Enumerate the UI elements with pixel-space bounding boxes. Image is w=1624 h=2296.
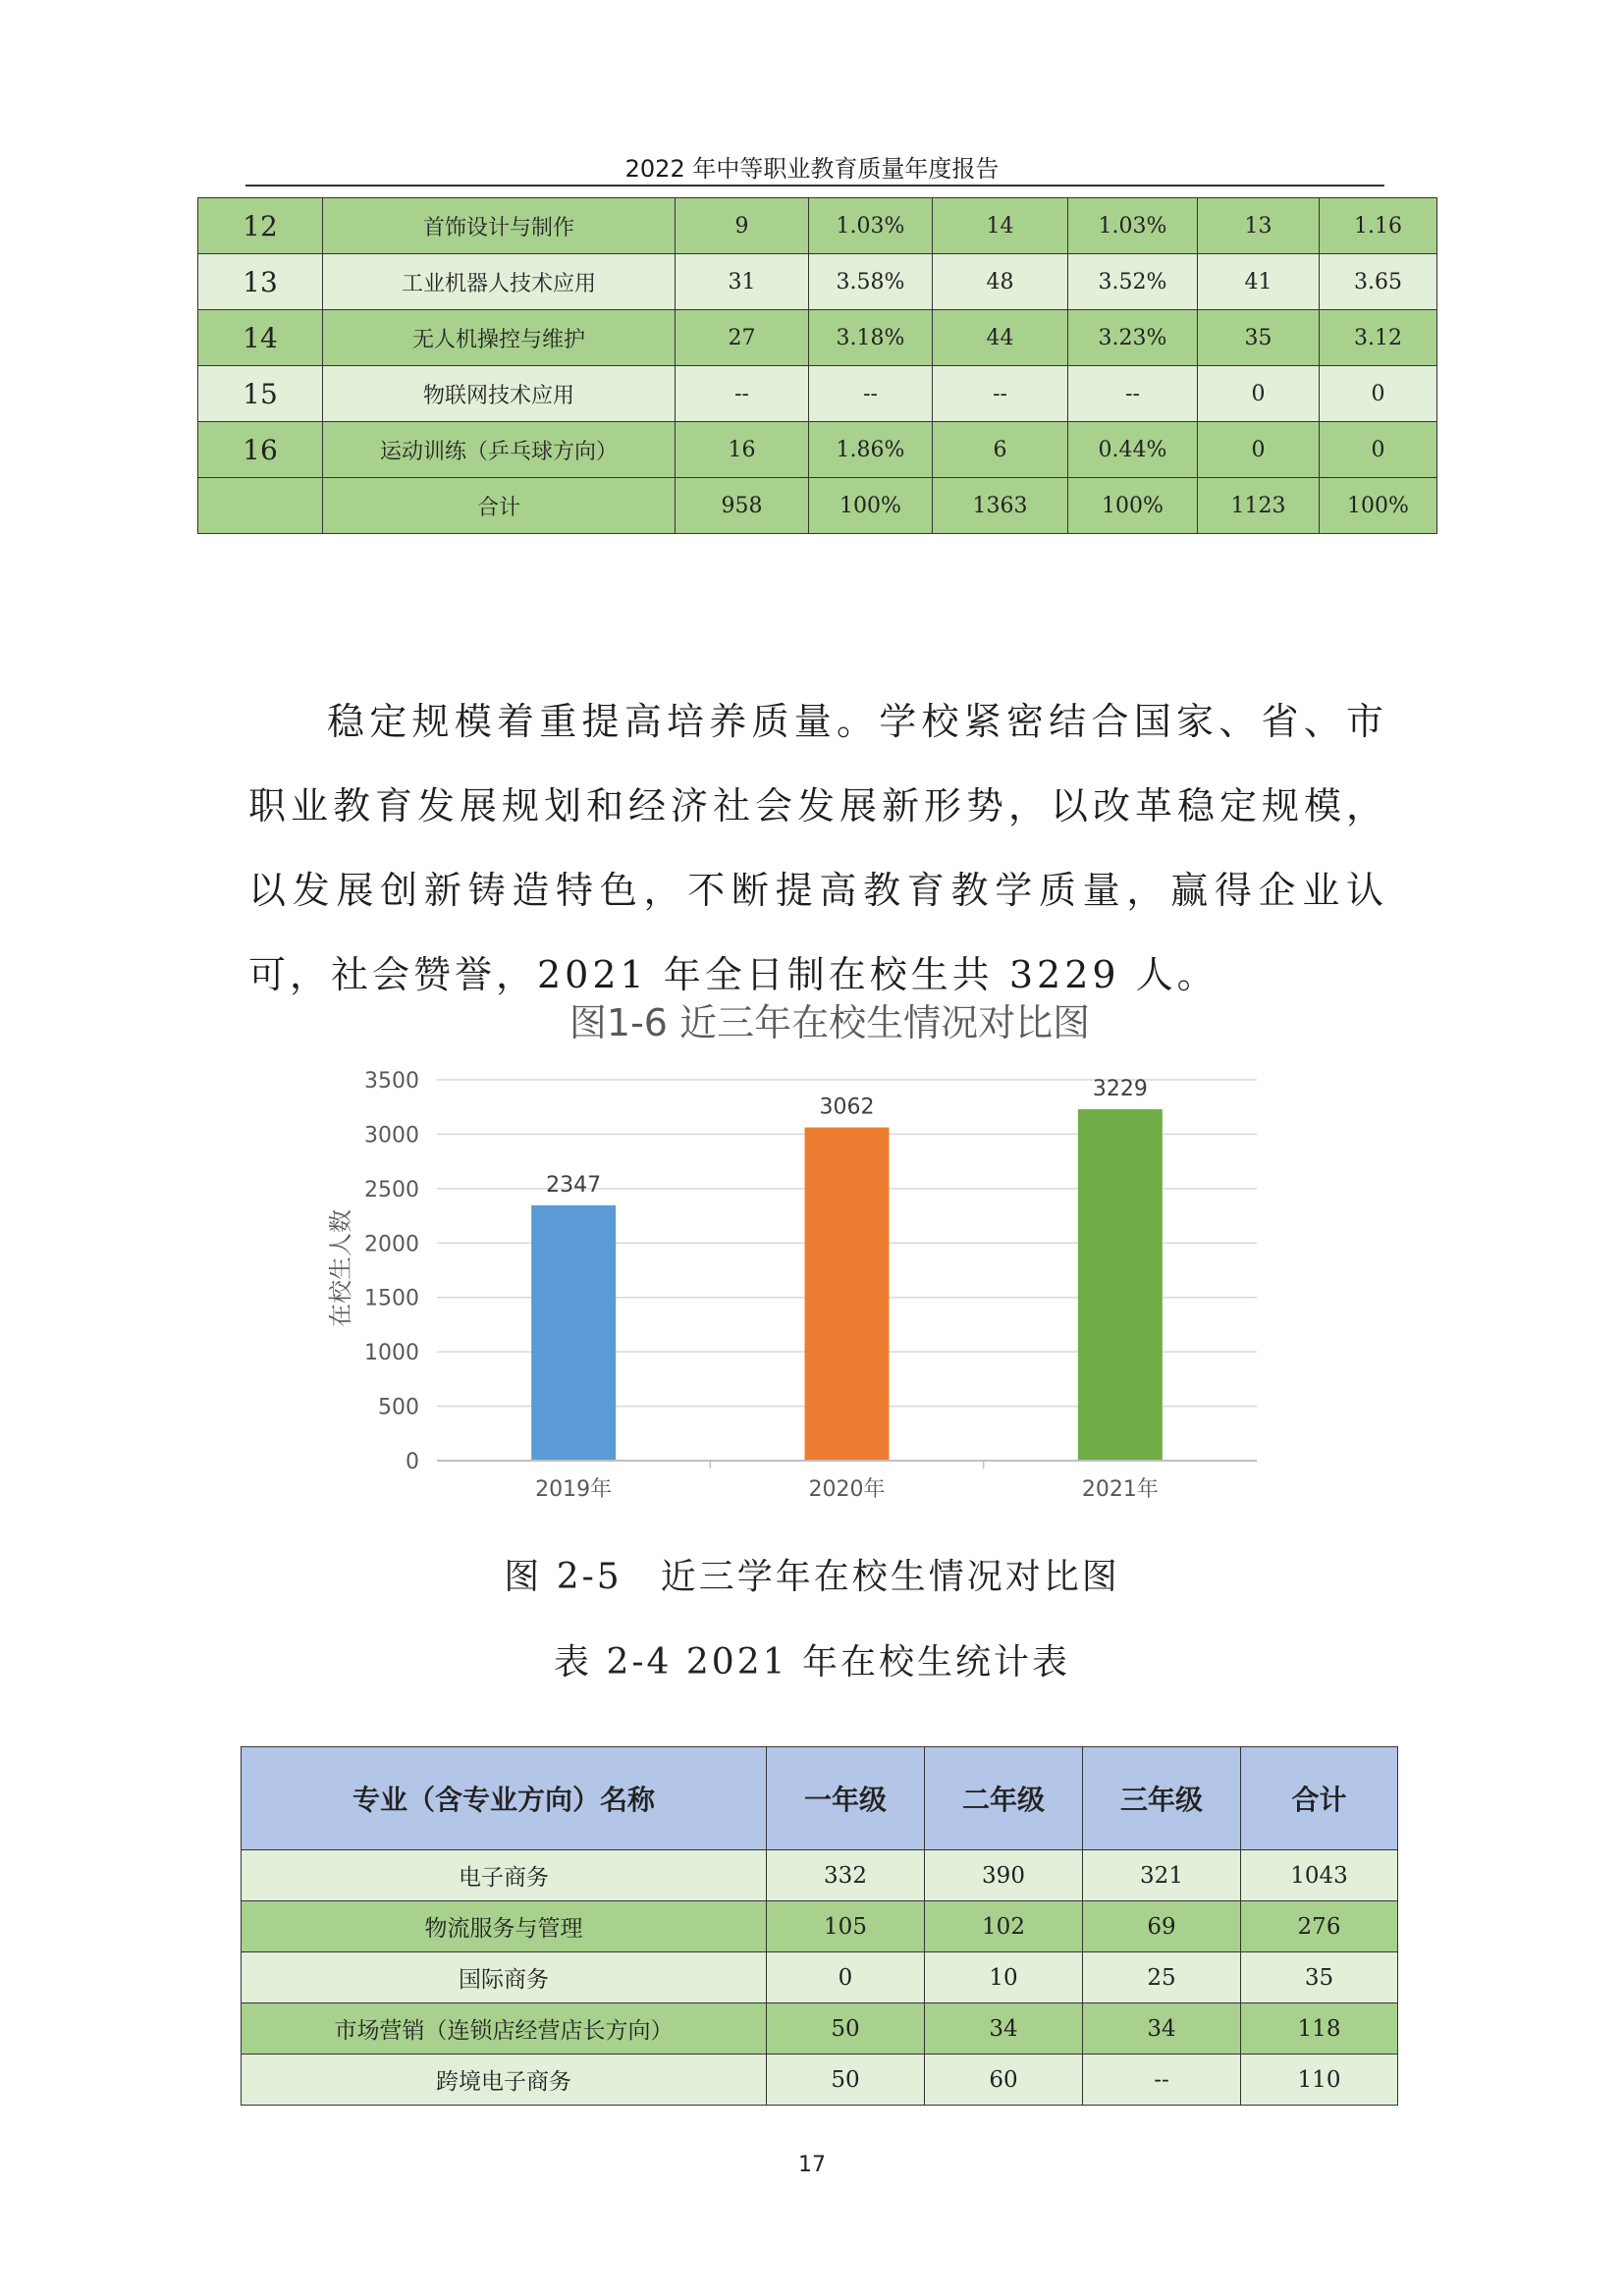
cell: 390 bbox=[925, 1850, 1083, 1901]
cell: 13 bbox=[1198, 198, 1320, 254]
data-label: 2347 bbox=[546, 1172, 602, 1198]
cell: 10 bbox=[925, 1952, 1083, 2003]
x-tick-label: 2021年 bbox=[1081, 1477, 1159, 1502]
y-tick-label: 3500 bbox=[364, 1069, 419, 1094]
y-tick-label: 1500 bbox=[364, 1286, 419, 1311]
major-name: 跨境电子商务 bbox=[242, 2055, 767, 2106]
data-label: 3062 bbox=[819, 1095, 875, 1120]
column-header: 专业（含专业方向）名称 bbox=[242, 1747, 767, 1850]
body-paragraph: 稳定规模着重提高培养质量。学校紧密结合国家、省、市职业教育发展规划和经济社会发展新形势，以改革稳定规模，以发展创新铸造特色，不断提高教育教学质量，赢得企业认可，社会赞誉，2021 年全日制在校生共 3229 人。 bbox=[248, 700, 1387, 996]
major-name: 物流服务与管理 bbox=[242, 1901, 767, 1952]
cell: 3.12 bbox=[1320, 310, 1437, 366]
y-tick-label: 500 bbox=[378, 1395, 419, 1420]
cell: 276 bbox=[1241, 1901, 1398, 1952]
cell: 0 bbox=[1198, 422, 1320, 478]
cell: 3.65 bbox=[1320, 254, 1437, 310]
cell: 1.16 bbox=[1320, 198, 1437, 254]
table-row bbox=[242, 2003, 1398, 2055]
x-tick-label: 2019年 bbox=[535, 1477, 613, 1502]
cell: 0.44% bbox=[1068, 422, 1198, 478]
bar-2020年 bbox=[805, 1128, 890, 1461]
cell: 50 bbox=[767, 2003, 925, 2055]
cell: 14 bbox=[933, 198, 1068, 254]
cell: 0 bbox=[1198, 366, 1320, 422]
header-rule bbox=[245, 185, 1384, 187]
cell: 3.23% bbox=[1068, 310, 1198, 366]
cell: 27 bbox=[676, 310, 809, 366]
cell: 1.03% bbox=[809, 198, 933, 254]
specialty-name: 运动训练（乒乓球方向） bbox=[323, 422, 676, 478]
bar-2019年 bbox=[531, 1205, 616, 1461]
table-row bbox=[242, 1901, 1398, 1952]
y-tick-label: 2500 bbox=[364, 1177, 419, 1202]
enrollment-bar-chart bbox=[295, 991, 1276, 1522]
specialty-name: 首饰设计与制作 bbox=[323, 198, 676, 254]
cell: 3.18% bbox=[809, 310, 933, 366]
specialty-table-continued bbox=[197, 197, 1437, 534]
chart-title: 图1-6 近三年在校生情况对比图 bbox=[568, 1001, 1091, 1044]
cell: 35 bbox=[1198, 310, 1320, 366]
table-row bbox=[198, 198, 1437, 254]
table-row bbox=[198, 422, 1437, 478]
cell: 31 bbox=[676, 254, 809, 310]
cell: -- bbox=[809, 366, 933, 422]
cell: 1.86% bbox=[809, 422, 933, 478]
cell: 0 bbox=[1320, 422, 1437, 478]
cell: 6 bbox=[933, 422, 1068, 478]
table-row bbox=[242, 1850, 1398, 1901]
specialty-name: 无人机操控与维护 bbox=[323, 310, 676, 366]
row-number bbox=[198, 478, 323, 534]
major-name: 国际商务 bbox=[242, 1952, 767, 2003]
cell: 100% bbox=[809, 478, 933, 534]
cell: 110 bbox=[1241, 2055, 1398, 2106]
row-number: 14 bbox=[198, 310, 323, 366]
table-row bbox=[198, 254, 1437, 310]
cell: -- bbox=[676, 366, 809, 422]
cell: 3.58% bbox=[809, 254, 933, 310]
cell: 35 bbox=[1241, 1952, 1398, 2003]
chart-y-axis-label: 在校生人数 bbox=[327, 1209, 354, 1327]
cell: 0 bbox=[767, 1952, 925, 2003]
y-tick-label: 3000 bbox=[364, 1123, 419, 1148]
column-header: 合计 bbox=[1241, 1747, 1398, 1850]
table-row bbox=[242, 2055, 1398, 2106]
y-tick-label: 0 bbox=[406, 1450, 419, 1474]
y-tick-label: 2000 bbox=[364, 1232, 419, 1257]
cell: 16 bbox=[676, 422, 809, 478]
cell: 100% bbox=[1068, 478, 1198, 534]
page-number: 17 bbox=[798, 2153, 826, 2177]
cell: -- bbox=[933, 366, 1068, 422]
cell: 102 bbox=[925, 1901, 1083, 1952]
bar-2021年 bbox=[1078, 1109, 1163, 1461]
cell: -- bbox=[1083, 2055, 1241, 2106]
column-header: 一年级 bbox=[767, 1747, 925, 1850]
cell: 48 bbox=[933, 254, 1068, 310]
column-header: 二年级 bbox=[925, 1747, 1083, 1850]
table-caption: 表 2-4 2021 年在校生统计表 bbox=[554, 1642, 1070, 1682]
cell: 1.03% bbox=[1068, 198, 1198, 254]
cell: 69 bbox=[1083, 1901, 1241, 1952]
enrollment-stats-table bbox=[241, 1746, 1398, 2106]
cell: 44 bbox=[933, 310, 1068, 366]
cell: 34 bbox=[925, 2003, 1083, 2055]
major-name: 市场营销（连锁店经营店长方向） bbox=[242, 2003, 767, 2055]
cell: 60 bbox=[925, 2055, 1083, 2106]
page-header-title: 2022 年中等职业教育质量年度报告 bbox=[624, 155, 1000, 183]
cell: 105 bbox=[767, 1901, 925, 1952]
cell: 1043 bbox=[1241, 1850, 1398, 1901]
row-number: 13 bbox=[198, 254, 323, 310]
table-header-row bbox=[242, 1747, 1398, 1850]
major-name: 电子商务 bbox=[242, 1850, 767, 1901]
cell: 118 bbox=[1241, 2003, 1398, 2055]
figure-caption: 图 2-5 近三学年在校生情况对比图 bbox=[504, 1557, 1120, 1597]
specialty-name: 工业机器人技术应用 bbox=[323, 254, 676, 310]
chart-x-tick-labels bbox=[535, 1461, 1159, 1502]
cell: 1363 bbox=[933, 478, 1068, 534]
total-label: 合计 bbox=[323, 478, 676, 534]
row-number: 15 bbox=[198, 366, 323, 422]
cell: 100% bbox=[1320, 478, 1437, 534]
data-label: 3229 bbox=[1092, 1077, 1148, 1102]
cell: 3.52% bbox=[1068, 254, 1198, 310]
column-header: 三年级 bbox=[1083, 1747, 1241, 1850]
table-row bbox=[242, 1952, 1398, 2003]
x-tick-label: 2020年 bbox=[808, 1477, 886, 1502]
cell: 25 bbox=[1083, 1952, 1241, 2003]
cell: 1123 bbox=[1198, 478, 1320, 534]
chart-bars bbox=[531, 1109, 1163, 1461]
table-row bbox=[198, 310, 1437, 366]
cell: 41 bbox=[1198, 254, 1320, 310]
row-number: 12 bbox=[198, 198, 323, 254]
cell: 0 bbox=[1320, 366, 1437, 422]
cell: 34 bbox=[1083, 2003, 1241, 2055]
cell: 321 bbox=[1083, 1850, 1241, 1901]
cell: 332 bbox=[767, 1850, 925, 1901]
row-number: 16 bbox=[198, 422, 323, 478]
specialty-name: 物联网技术应用 bbox=[323, 366, 676, 422]
cell: 958 bbox=[676, 478, 809, 534]
cell: 9 bbox=[676, 198, 809, 254]
total-row bbox=[198, 478, 1437, 534]
chart-y-tick-labels bbox=[364, 1069, 419, 1474]
cell: -- bbox=[1068, 366, 1198, 422]
table-row bbox=[198, 366, 1437, 422]
cell: 50 bbox=[767, 2055, 925, 2106]
y-tick-label: 1000 bbox=[364, 1341, 419, 1366]
